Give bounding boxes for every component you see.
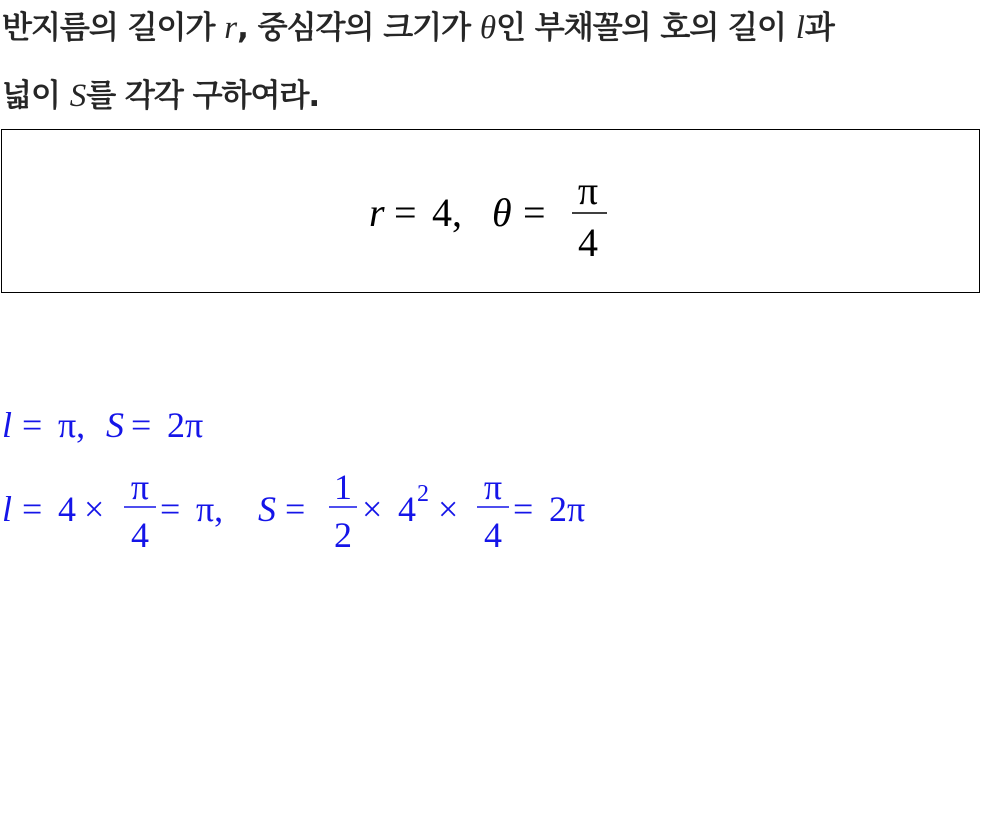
answer-l-value: π, — [58, 405, 86, 445]
half-fraction-denominator: 2 — [334, 515, 352, 555]
working-S-result: 2π — [549, 489, 586, 529]
working-S-var: S — [258, 489, 276, 529]
working-equals: = — [160, 489, 181, 529]
times-sign: × — [362, 489, 383, 529]
given-equals: = — [394, 190, 417, 235]
working-equals: = — [285, 489, 306, 529]
variable-S: S — [69, 78, 87, 114]
variable-r: r — [224, 10, 238, 46]
working-l-result: π, — [196, 489, 224, 529]
working-equals: = — [22, 489, 43, 529]
given-r-value: 4, — [432, 190, 462, 235]
answer-l-var: l — [2, 405, 13, 445]
working-radius: 4 — [58, 489, 76, 529]
question-text-segment: 를 각각 구하여라. — [86, 78, 320, 114]
answer-equals: = — [22, 405, 43, 445]
pi-fraction-denominator: 4 — [484, 515, 502, 555]
answer-working-line — [2, 467, 585, 555]
question-text-segment: 넓이 — [2, 78, 70, 114]
question-line-1 — [2, 2, 834, 47]
working-l-var: l — [2, 489, 13, 529]
question-text-segment: 반지름의 길이가 — [2, 10, 225, 46]
given-values-box — [1, 129, 980, 293]
answer-equals: = — [131, 405, 152, 445]
pi-fraction-denominator: 4 — [131, 515, 149, 555]
pi-fraction-numerator: π — [483, 467, 503, 507]
variable-theta: θ — [479, 10, 497, 46]
answer-S-var: S — [106, 405, 124, 445]
question-text-segment: 과 — [804, 10, 834, 46]
answer-S-value: 2π — [167, 405, 204, 445]
pi-fraction-numerator: π — [130, 467, 150, 507]
given-formula — [2, 130, 981, 294]
times-sign: × — [84, 489, 105, 529]
answer-summary-line — [2, 405, 203, 445]
given-theta-var: θ — [492, 190, 512, 235]
variable-l: l — [795, 10, 805, 46]
power-exponent: 2 — [417, 481, 429, 507]
power-base: 4 — [398, 489, 416, 529]
half-fraction-numerator: 1 — [334, 467, 352, 507]
given-fraction-numerator: π — [577, 168, 599, 213]
given-fraction-denominator: 4 — [578, 220, 598, 265]
given-equals: = — [523, 190, 546, 235]
question-line-2 — [2, 70, 319, 115]
given-r-var: r — [369, 190, 385, 235]
working-equals: = — [513, 489, 534, 529]
question-text-segment: , 중심각의 크기가 — [237, 10, 480, 46]
times-sign: × — [438, 489, 459, 529]
question-text-segment: 인 부채꼴의 호의 길이 — [496, 10, 796, 46]
answer-formulas — [0, 395, 620, 565]
